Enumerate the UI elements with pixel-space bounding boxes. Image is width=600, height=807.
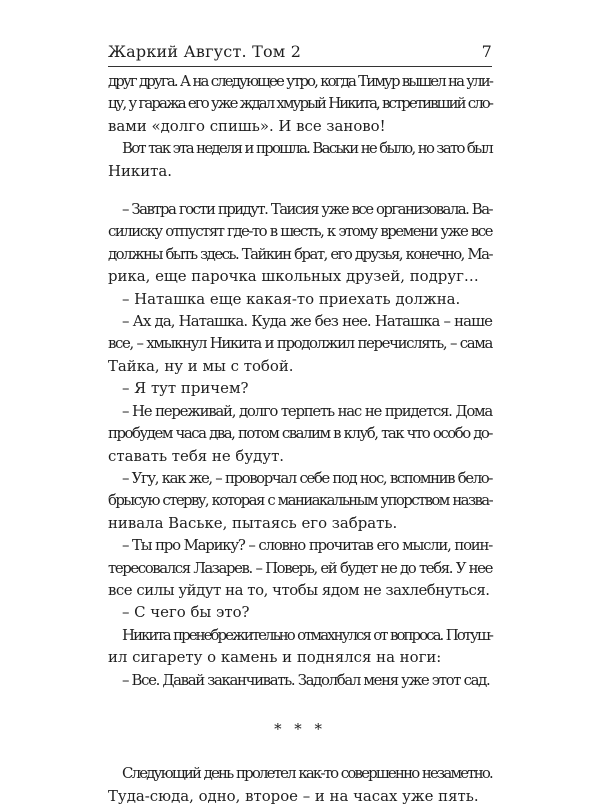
text-line: все, – хмыкнул Никита и продолжил перечислять, – сама: [108, 334, 492, 353]
page-body: [108, 70, 492, 807]
text-line: нивала Ваське, пытаясь его забрать.: [108, 513, 398, 532]
text-line: ил сигарету о камень и поднялся на ноги:: [108, 648, 442, 667]
running-header: [108, 36, 492, 66]
text-line: – Все. Давай заканчивать. Задолбал меня уже этот сад.: [122, 670, 490, 689]
text-line: – Ах да, Наташка. Куда же без нее. Наташка – наше: [122, 312, 492, 331]
text-line: рика, еще парочка школьных друзей, подруг…: [108, 267, 479, 286]
text-line: Никита.: [108, 161, 172, 180]
text-line: – Наташка еще какая-то приехать должна.: [122, 289, 461, 308]
text-line: – Я тут причем?: [122, 379, 249, 398]
section-separator: * * *: [274, 719, 326, 738]
page-number: 7: [481, 42, 492, 61]
text-line: цу, у гаража его уже ждал хмурый Никита, встретивший сло-: [108, 94, 492, 113]
text-line: – Не переживай, долго терпеть нас не придется. Дома: [122, 401, 492, 420]
text-line: Никита пренебрежительно отмахнулся от вопроса. Потуш-: [122, 625, 492, 644]
text-line: – Завтра гости придут. Таисия уже все организовала. Ва-: [122, 200, 492, 219]
text-line: должны быть здесь. Тайкин брат, его друзья, конечно, Ма-: [108, 244, 492, 263]
text-line: – Угу, как же, – проворчал себе под нос, вспомнив бело-: [122, 468, 492, 487]
text-line: друг друга. А на следующее утро, когда Тимур вышел на ули-: [108, 72, 492, 90]
text-line: – С чего бы это?: [122, 603, 250, 622]
text-line: тересовался Лазарев. – Поверь, ей будет не до тебя. У нее: [108, 558, 492, 577]
text-line: вами «долго спишь». И все заново!: [108, 116, 386, 135]
header-rule: [108, 66, 492, 67]
text-line: ставать тебя не будут.: [108, 446, 285, 465]
paragraph-gap: [108, 182, 492, 198]
book-title: Жаркий Август. Том 2: [108, 42, 302, 61]
text-line: силиску отпустят где-то в шесть, к этому времени уже все: [108, 222, 492, 241]
section-gap: [108, 691, 492, 713]
text-line: Вот так эта неделя и прошла. Васьки не было, но зато был: [122, 139, 492, 158]
text-line: – Ты про Марику? – словно прочитав его мысли, поин-: [122, 536, 492, 555]
text-line: Туда-сюда, одно, второе – и на часах уже пять.: [108, 786, 479, 805]
text-line: Следующий день пролетел как-то совершенно незаметно.: [122, 764, 492, 783]
text-line: брысую стерву, которая с маниакальным упорством назва-: [108, 491, 492, 510]
text-line: все силы уйдут на то, чтобы ядом не захлебнуться.: [108, 580, 490, 599]
section-gap: [108, 740, 492, 762]
text-line: Тайка, ну и мы с тобой.: [108, 356, 294, 375]
text-line: пробудем часа два, потом свалим в клуб, так что особо до-: [108, 424, 492, 443]
